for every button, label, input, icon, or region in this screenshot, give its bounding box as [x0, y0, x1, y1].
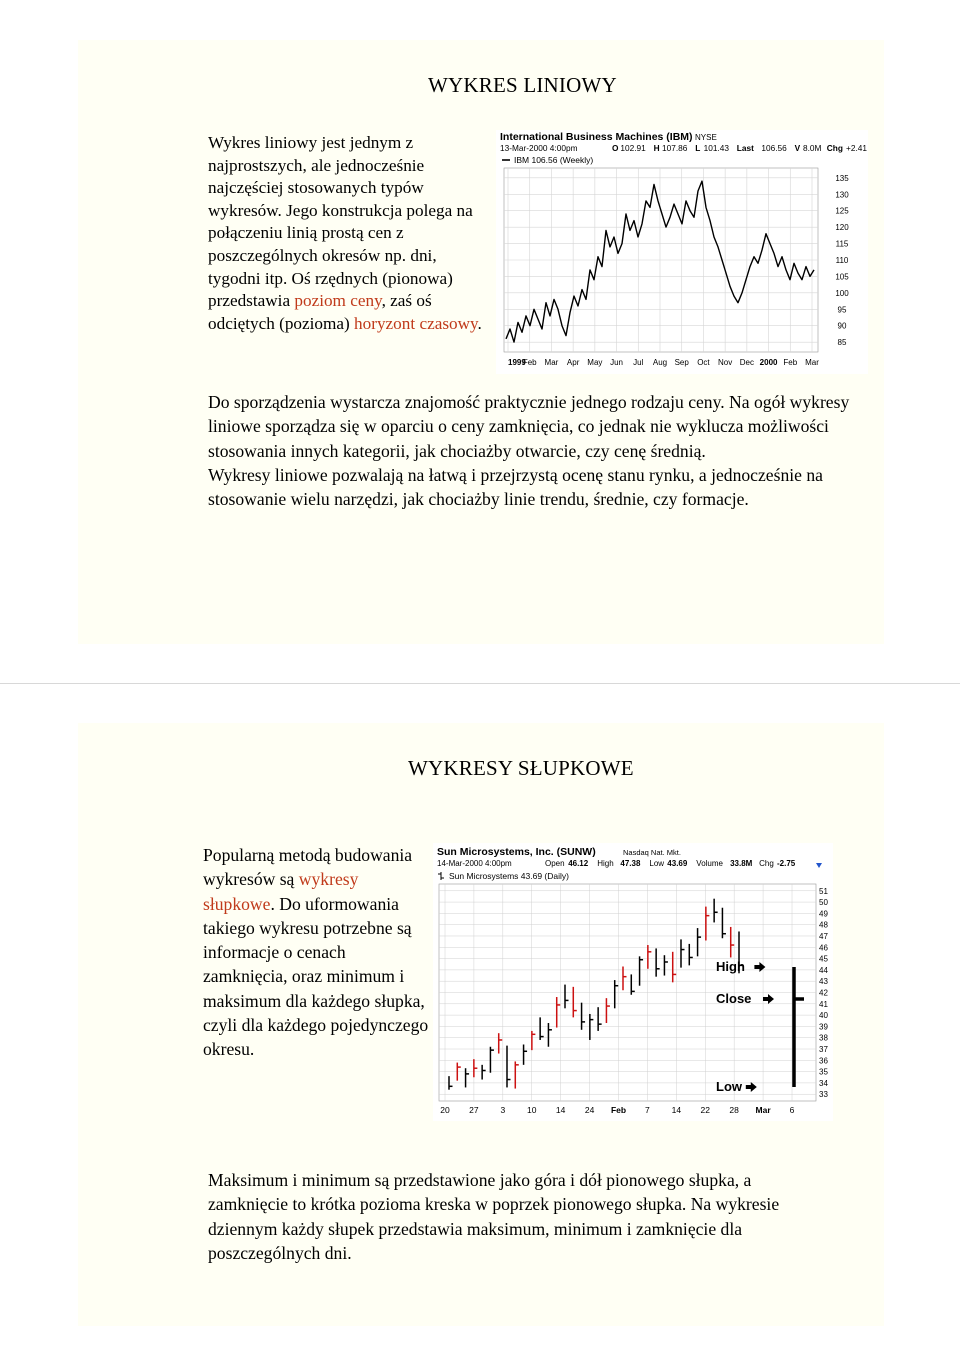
- highlight-bar-charts: wykresy słupkowe: [203, 869, 359, 914]
- chart-legend-2: [438, 871, 569, 881]
- x-tick-label: Sep: [674, 358, 689, 367]
- stat-label: Chg: [826, 143, 843, 153]
- y-tick-label: 44: [819, 965, 828, 975]
- x-tick-label: 6: [789, 1105, 795, 1115]
- y-tick-label: 39: [819, 1022, 828, 1032]
- intro-paragraph: [208, 132, 486, 335]
- chart-date: 13-Mar-2000 4:00pm: [500, 143, 578, 153]
- x-axis-ticks: [508, 358, 819, 367]
- intro-text-mid: , zaś oś odciętych (pozioma): [208, 291, 432, 333]
- x-tick-label: 14: [555, 1105, 566, 1115]
- y-tick-label: 95: [837, 305, 847, 315]
- y-tick-label: 38: [819, 1033, 828, 1043]
- x-tick-label: Jun: [610, 358, 624, 367]
- highlight-price-level: poziom ceny: [294, 291, 382, 311]
- y-tick-label: 51: [819, 886, 828, 896]
- chart-title: International Business Machines (IBM): [500, 131, 693, 143]
- y-tick-label: 33: [819, 1090, 828, 1100]
- y-tick-label: 110: [835, 256, 849, 265]
- y-tick-label: 130: [835, 190, 849, 200]
- stat-label: Last: [736, 143, 754, 153]
- slide-title-2: WYKRESY SŁUPKOWE: [408, 756, 634, 780]
- chart-legend-label: IBM 106.56 (Weekly): [514, 155, 594, 165]
- annotation-high: High: [716, 959, 745, 974]
- chart-legend: [502, 155, 593, 165]
- x-tick-label: Feb: [610, 1105, 627, 1115]
- stat-value: -2.75: [777, 859, 796, 868]
- x-tick-label: Dec: [739, 358, 754, 367]
- x-tick-label: 3: [500, 1105, 506, 1115]
- y-tick-label: 50: [819, 898, 828, 908]
- stat-value: 46.12: [568, 859, 589, 868]
- y-tick-label: 135: [835, 173, 849, 183]
- intro-paragraph-2: [203, 843, 433, 1062]
- x-tick-label: 10: [527, 1105, 537, 1115]
- y-tick-label: 48: [819, 920, 828, 930]
- x-tick-label: Oct: [697, 358, 710, 367]
- stat-value: 101.43: [703, 143, 729, 153]
- x-tick-label: 22: [700, 1105, 710, 1115]
- stat-value: 8.0M: [803, 143, 822, 153]
- y-tick-label: 115: [835, 239, 849, 249]
- y-tick-label: 90: [837, 321, 847, 331]
- highlight-time-horizon: horyzont czasowy: [354, 313, 478, 333]
- x-tick-label: Apr: [566, 358, 580, 367]
- annotation-low: Low: [716, 1079, 742, 1094]
- y-tick-label: 85: [837, 338, 847, 348]
- chart-date-2: 14-Mar-2000 4:00pm: [437, 859, 512, 868]
- stat-value: +2.41: [846, 143, 867, 153]
- y-tick-label: 43: [819, 977, 828, 987]
- y-tick-label: 37: [819, 1045, 828, 1055]
- x-tick-label: 28: [729, 1105, 739, 1115]
- stat-value: 102.91: [620, 143, 646, 153]
- stat-value: 107.86: [662, 143, 688, 153]
- y-tick-label: 41: [819, 999, 828, 1009]
- y-tick-label: 45: [819, 954, 828, 964]
- intro-text: Wykres liniowy jest jednym z najprostszych, ale jednocześnie najczęściej stosowanych typów wykresów. Jego konstrukcja polega na połączeniu linią prostą cen z poszczególnych okresów np. dni, tygodni itp. Oś rzędnych (pionowa) przedstawia: [208, 133, 473, 311]
- y-tick-label: 46: [819, 943, 828, 953]
- x-tick-label: Mar: [544, 358, 559, 367]
- x-tick-label: Mar: [755, 1105, 771, 1115]
- stat-label: V: [794, 143, 801, 153]
- stat-label: L: [695, 143, 701, 153]
- y-tick-label: 47: [819, 931, 828, 941]
- y-tick-label: 125: [835, 206, 849, 216]
- intro-text-end: .: [477, 313, 482, 333]
- slide-bar-chart: [78, 723, 884, 1326]
- x-tick-label: Aug: [652, 358, 668, 367]
- stat-value: 33.8M: [730, 859, 753, 868]
- y-tick-label: 120: [835, 223, 849, 233]
- y-tick-label: 100: [835, 288, 849, 298]
- ibm-line-chart: [496, 130, 868, 374]
- annotation-close: Close: [716, 991, 752, 1006]
- x-tick-label: Feb: [783, 358, 798, 367]
- y-tick-label: 49: [819, 909, 828, 919]
- chart-legend-label-2: Sun Microsystems 43.69 (Daily): [449, 871, 569, 881]
- stat-label: O: [612, 143, 619, 153]
- y-tick-label: 36: [819, 1056, 828, 1066]
- stat-value: 43.69: [667, 859, 688, 868]
- x-tick-label: 2000: [759, 358, 778, 367]
- stat-label: Chg: [759, 859, 774, 868]
- y-tick-label: 42: [819, 988, 828, 998]
- x-tick-label: Jul: [633, 358, 644, 367]
- chart-title-2: Sun Microsystems, Inc. (SUNW): [437, 846, 596, 858]
- y-tick-label: 35: [819, 1067, 828, 1077]
- slide-line-chart: [78, 40, 884, 644]
- x-tick-label: 20: [440, 1105, 450, 1115]
- x-tick-label: 14: [671, 1105, 682, 1115]
- intro-text-2-post: . Do uformowania takiego wykresu potrzebne są informacje o cenach zamknięcia, oraz minimum i maksimum dla każdego słupka, czyli dla każdego pojedynczego okresu.: [203, 893, 429, 1060]
- x-tick-label: May: [587, 358, 603, 367]
- x-tick-label: Feb: [522, 358, 537, 367]
- stat-value: 106.56: [761, 143, 787, 153]
- slide-title: WYKRES LINIOWY: [428, 73, 617, 97]
- intro-text-2: Popularną metodą budowania wykresów są: [203, 845, 413, 890]
- chart-exchange-2: Nasdaq Nat. Mkt.: [623, 848, 681, 857]
- x-tick-label: Mar: [805, 358, 819, 367]
- stat-value: 47.38: [620, 859, 641, 868]
- stat-label: Low: [649, 859, 665, 868]
- stat-label: Volume: [696, 859, 723, 868]
- x-tick-label: 7: [645, 1105, 650, 1115]
- chart-stats-2: [545, 859, 822, 868]
- y-tick-label: 34: [819, 1078, 828, 1088]
- body-paragraph-2: Maksimum i minimum są przedstawione jako góra i dół pionowego słupka, a zamknięcie to krótka pozioma kreska w poprzek pionowego słupka. Na wykresie dziennym każdy słupek przedstawia maksimum, minimum i zamknięcie dla poszczególnych dni.: [208, 1170, 780, 1263]
- x-tick-label: Nov: [718, 358, 733, 367]
- y-tick-label: 40: [819, 1011, 828, 1021]
- page-divider: [0, 683, 960, 684]
- y-tick-label: 105: [835, 272, 849, 282]
- x-tick-label: 1999: [508, 358, 526, 367]
- chart-background-2: [433, 843, 833, 1121]
- sunw-bar-chart: [433, 843, 833, 1121]
- body-paragraph: Do sporządzenia wystarcza znajomość praktycznie jednego rodzaju ceny. Na ogół wykresy liniowe sporządza się w oparciu o ceny zamknięcia, co jednak nie wyklucza możliwości stosowania innych kategorii, jak chociażby otwarcie, czy cenę średnią. Wykresy liniowe pozwalają na łatwą i przejrzystą ocenę stanu rynku, a jednocześnie na stosowanie wielu narzędzi, jak chociażby linie trendu, średnie, czy formacje.: [208, 392, 850, 510]
- chart-exchange: NYSE: [695, 133, 717, 142]
- x-tick-label: 27: [469, 1105, 479, 1115]
- stat-label: High: [597, 859, 614, 868]
- stat-label: H: [653, 143, 660, 153]
- x-tick-label: 24: [584, 1105, 595, 1115]
- stat-label: Open: [545, 859, 565, 868]
